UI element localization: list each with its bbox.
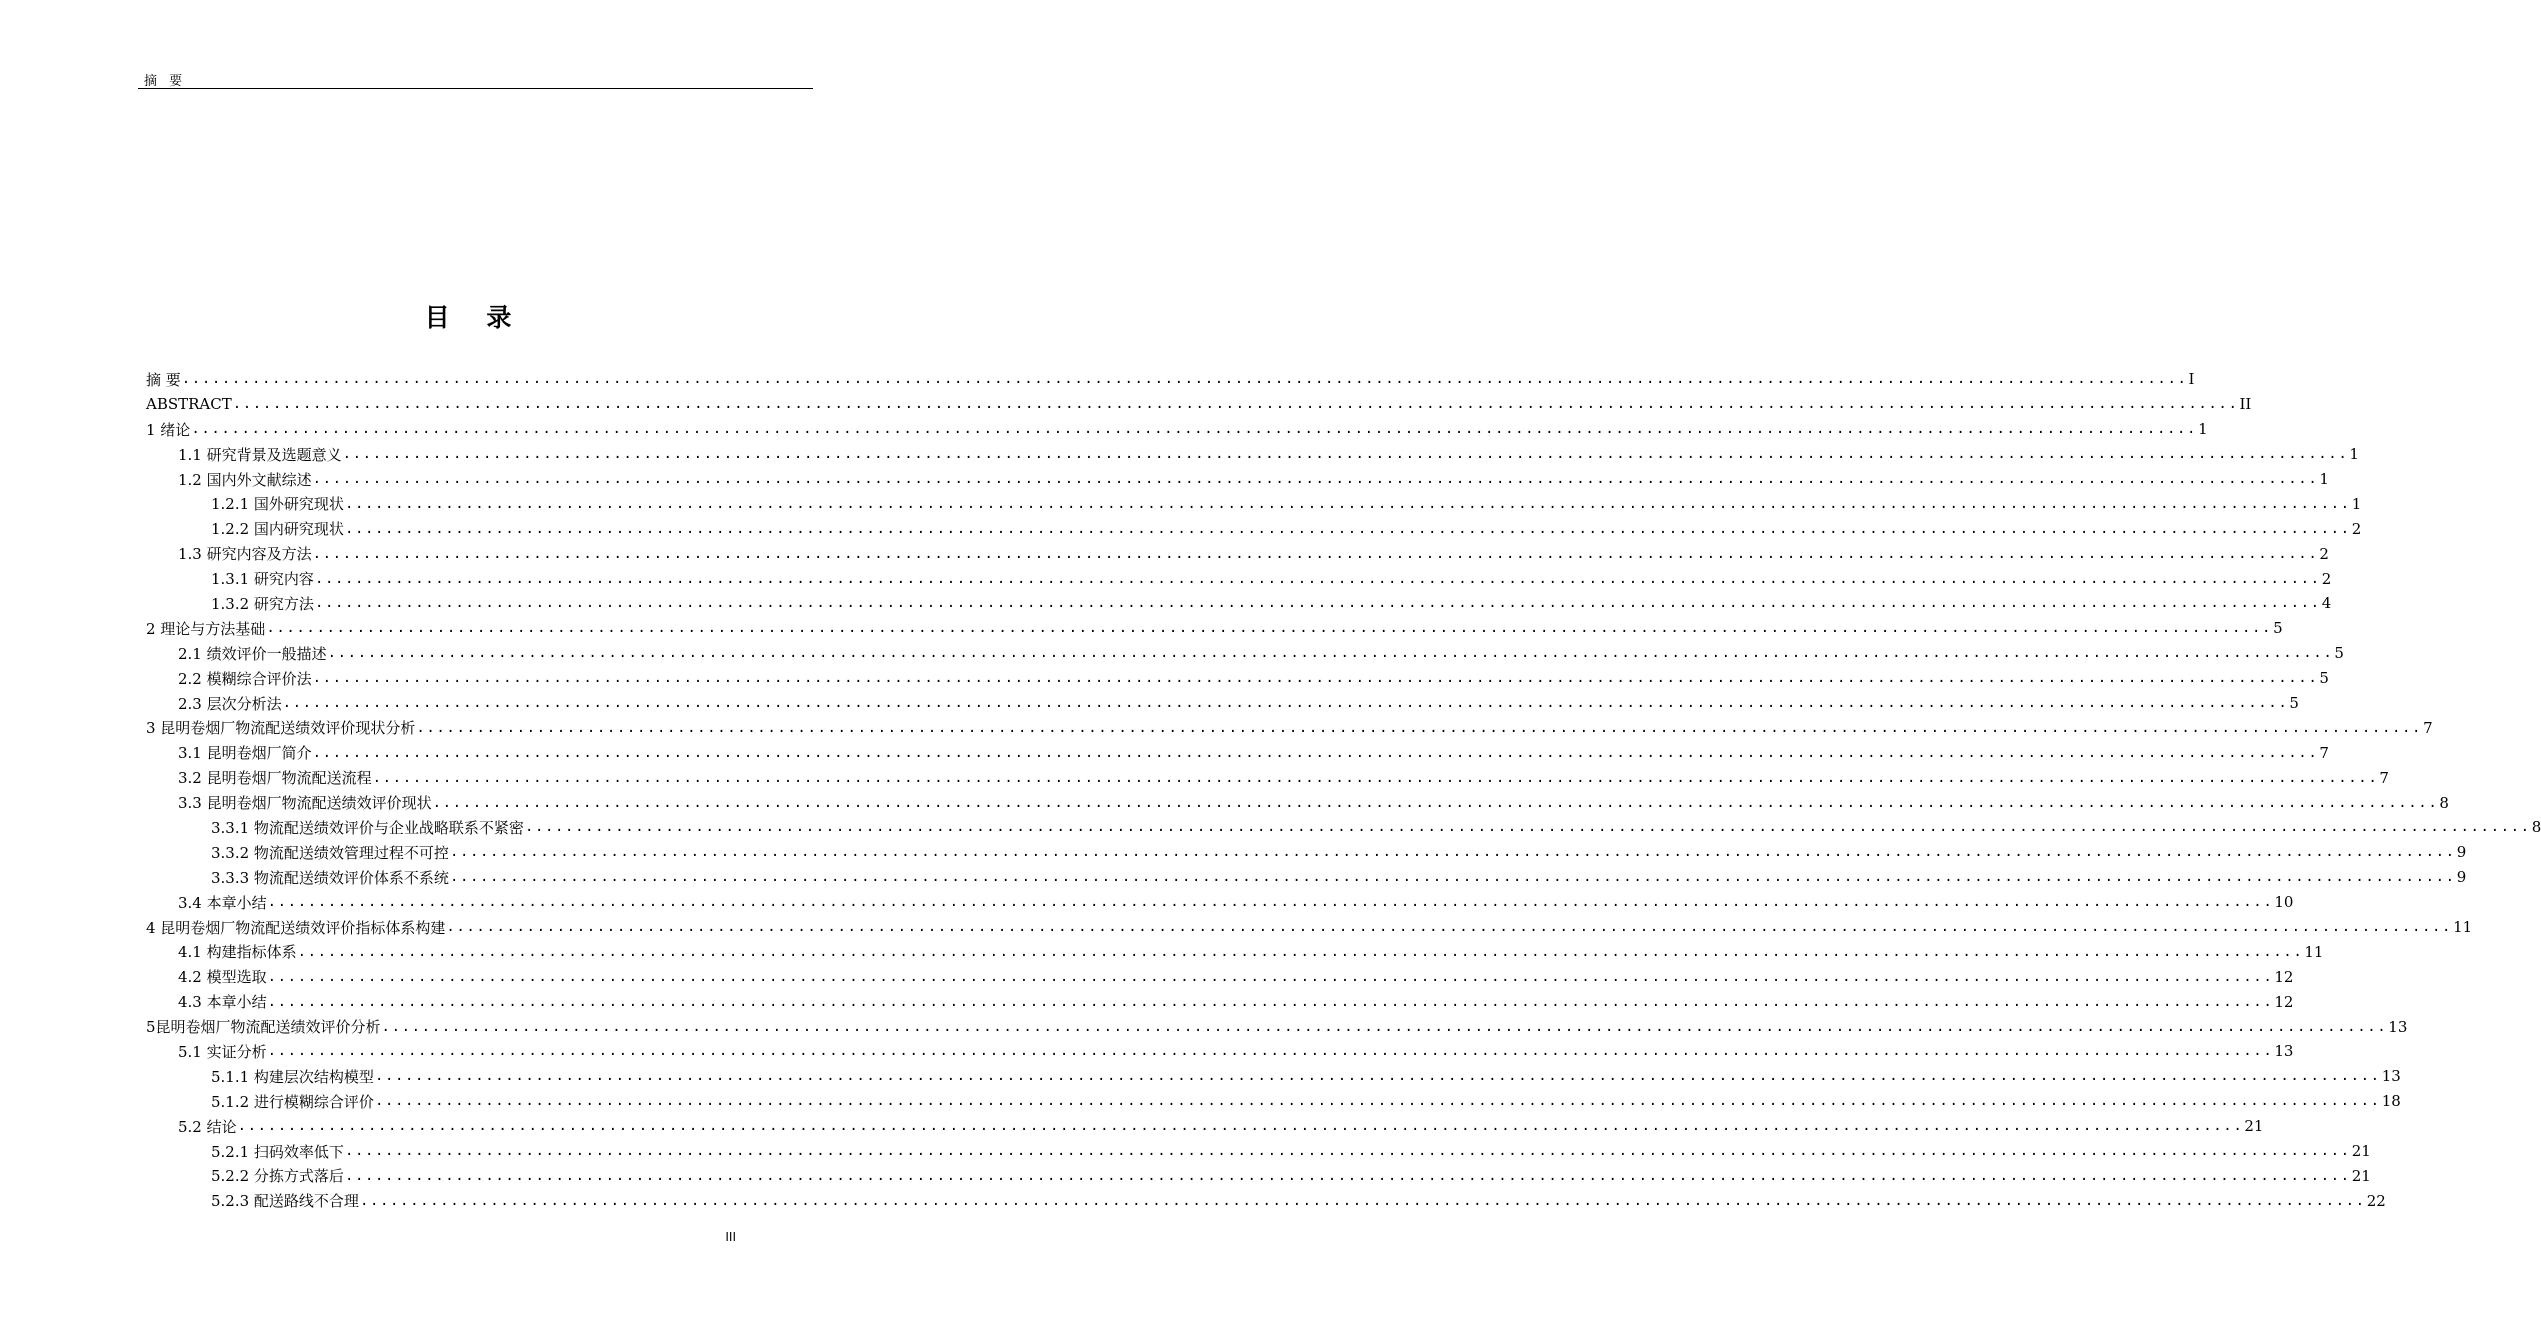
toc-entry-label: 5昆明卷烟厂物流配送绩效评价分析	[146, 1018, 381, 1037]
toc-entry-label: 3 昆明卷烟厂物流配送绩效评价现状分析	[146, 719, 416, 738]
toc-entry-page: 7	[2319, 743, 2329, 762]
toc-entry-page: 2	[2351, 519, 2362, 538]
toc-entry[interactable]	[146, 1188, 2386, 1213]
toc-leader-dots: ........................................................................................................................................................................................................	[312, 471, 2319, 487]
toc-entry[interactable]	[146, 392, 2252, 417]
toc-leader-dots: ........................................................................................................................................................................................................	[297, 943, 2304, 960]
toc-entry-page: 7	[2423, 718, 2433, 737]
toc-leader-dots: ........................................................................................................................................................................................................	[446, 919, 2453, 936]
toc-leader-dots: ........................................................................................................................................................................................................	[314, 595, 2321, 612]
toc-entry-page: 2	[2321, 569, 2332, 588]
toc-entry[interactable]	[146, 815, 2541, 840]
toc-leader-dots: ........................................................................................................................................................................................................	[267, 993, 2274, 1010]
toc-entry-page: 5	[2289, 694, 2299, 713]
toc-entry-label: 1.3.2 研究方法	[211, 594, 314, 613]
toc-entry-page: 13	[2274, 1042, 2294, 1061]
toc-entry-page: 9	[2456, 843, 2467, 862]
toc-entry-page: 9	[2456, 868, 2467, 887]
toc-entry[interactable]	[146, 566, 2332, 591]
toc-entry-page: 21	[2351, 1142, 2371, 1161]
toc-entry-page: 1	[2349, 445, 2359, 464]
header-text: 摘 要	[144, 74, 187, 89]
toc-entry-label: 2.2 模糊综合评价法	[178, 669, 312, 688]
toc-entry[interactable]	[146, 442, 2359, 467]
toc-entry-label: 1.2 国内外文献综述	[178, 470, 312, 489]
toc-entry-page: 5	[2319, 669, 2329, 688]
toc-entry[interactable]	[146, 1164, 2371, 1189]
toc-leader-dots: ........................................................................................................................................................................................................	[267, 968, 2274, 985]
toc-leader-dots: ........................................................................................................................................................................................................	[449, 844, 2456, 861]
toc-entry-label: 2.1 绩效评价一般描述	[178, 644, 327, 663]
toc-entry-page: 21	[2351, 1166, 2371, 1185]
toc-entry-label: 4.2 模型选取	[178, 968, 267, 987]
toc-leader-dots: ........................................................................................................................................................................................................	[372, 769, 2379, 786]
toc-leader-dots: ........................................................................................................................................................................................................	[266, 620, 2273, 637]
page-number: III	[725, 1230, 736, 1244]
running-header	[138, 66, 813, 89]
toc-entry[interactable]	[146, 790, 2449, 815]
toc-entry[interactable]	[146, 666, 2329, 691]
toc-entry-label: 5.2.3 配送路线不合理	[211, 1192, 359, 1211]
toc-entry-page: 1	[2351, 494, 2362, 513]
toc-entry-label: 5.1 实证分析	[178, 1042, 267, 1061]
toc-entry[interactable]	[146, 840, 2467, 865]
toc-entry[interactable]	[146, 765, 2389, 790]
toc-entry-label: 5.2 结论	[178, 1117, 237, 1136]
toc-entry[interactable]	[146, 591, 2332, 616]
toc-entry[interactable]	[146, 516, 2362, 541]
toc-entry-page: 13	[2381, 1067, 2401, 1086]
toc-leader-dots: ........................................................................................................................................................................................................	[312, 545, 2319, 562]
toc-entry[interactable]	[146, 1139, 2371, 1164]
toc-entry[interactable]	[146, 915, 2473, 940]
toc-entry-label: 4.1 构建指标体系	[178, 943, 297, 962]
toc-leader-dots: ........................................................................................................................................................................................................	[344, 1167, 2351, 1184]
toc-entry-page: 4	[2321, 594, 2332, 613]
toc-entry-label: 摘 要	[146, 370, 181, 389]
toc-leader-dots: ........................................................................................................................................................................................................	[327, 645, 2334, 662]
toc-leader-dots: ........................................................................................................................................................................................................	[267, 894, 2274, 911]
toc-entry-page: 13	[2388, 1017, 2408, 1036]
toc-leader-dots: ........................................................................................................................................................................................................	[191, 421, 2198, 438]
toc-entry-page: 1	[2198, 420, 2208, 439]
toc-entry[interactable]	[146, 367, 2195, 392]
toc-leader-dots: ........................................................................................................................................................................................................	[282, 695, 2289, 712]
toc-entry-label: 3.3 昆明卷烟厂物流配送绩效评价现状	[178, 794, 432, 813]
toc-entry-label: 2 理论与方法基础	[146, 619, 266, 638]
toc-entry[interactable]	[146, 989, 2294, 1014]
toc-entry[interactable]	[146, 865, 2467, 890]
toc-entry[interactable]	[146, 616, 2283, 641]
toc-leader-dots: ........................................................................................................................................................................................................	[232, 396, 2239, 413]
toc-entry-label: ABSTRACT	[146, 395, 232, 414]
toc-entry-label: 5.1.2 进行模糊综合评价	[211, 1092, 374, 1111]
toc-leader-dots: ........................................................................................................................................................................................................	[314, 570, 2321, 587]
page-title: 目 录	[424, 303, 526, 332]
toc-entry[interactable]	[146, 641, 2344, 666]
toc-entry-page: 2	[2319, 544, 2329, 563]
toc-entry-page: 1	[2319, 470, 2329, 488]
toc-entry-page: 8	[2531, 818, 2541, 837]
toc-entry-page: 8	[2439, 793, 2449, 812]
toc-entry-label: 3.3.2 物流配送绩效管理过程不可控	[211, 843, 449, 862]
toc-leader-dots: ........................................................................................................................................................................................................	[374, 1093, 2381, 1110]
toc-entry[interactable]	[146, 417, 2208, 442]
toc-entry-page: 12	[2274, 992, 2294, 1011]
toc-leader-dots: ........................................................................................................................................................................................................	[359, 1192, 2366, 1209]
toc-entry[interactable]	[146, 1039, 2294, 1064]
toc-entry[interactable]	[146, 1114, 2264, 1139]
toc-leader-dots: ........................................................................................................................................................................................................	[344, 1143, 2351, 1160]
toc-entry[interactable]	[146, 1014, 2408, 1039]
toc-entry-label: 1 绪论	[146, 420, 191, 439]
toc-entry-label: 3.2 昆明卷烟厂物流配送流程	[178, 769, 372, 788]
toc-entry-label: 1.2.2 国内研究现状	[211, 520, 344, 539]
toc-leader-dots: ........................................................................................................................................................................................................	[342, 446, 2349, 463]
toc-entry-page: 5	[2334, 644, 2344, 663]
toc-entry-label: 5.2.2 分拣方式落后	[211, 1167, 344, 1186]
toc-entry-label: 4.3 本章小结	[178, 993, 267, 1012]
toc-entry-page: II	[2239, 395, 2252, 414]
toc-entry[interactable]	[146, 715, 2433, 740]
toc-entry-label: 3.3.3 物流配送绩效评价体系不系统	[211, 868, 449, 887]
toc-leader-dots: ........................................................................................................................................................................................................	[374, 1068, 2381, 1085]
toc-entry-page: 22	[2366, 1191, 2386, 1210]
toc-entry-page: 5	[2273, 619, 2283, 638]
toc-entry[interactable]	[146, 491, 2362, 516]
toc-entry-page: 11	[2304, 942, 2324, 961]
toc-entry-page: 11	[2453, 918, 2473, 937]
toc-leader-dots: ........................................................................................................................................................................................................	[267, 1043, 2274, 1060]
toc-entry-label: 5.2.1 扫码效率低下	[211, 1142, 344, 1161]
toc-entry-label: 1.3 研究内容及方法	[178, 545, 312, 564]
toc-entry-page: 7	[2379, 768, 2389, 787]
toc-entry-label: 3.3.1 物流配送绩效评价与企业战略联系不紧密	[211, 818, 524, 837]
toc-entry-label: 1.2.1 国外研究现状	[211, 495, 344, 514]
toc-entry-label: 1.1 研究背景及选题意义	[178, 445, 342, 464]
toc-leader-dots: ........................................................................................................................................................................................................	[181, 371, 2188, 388]
toc-leader-dots: ........................................................................................................................................................................................................	[416, 719, 2423, 736]
toc-entry-label: 3.4 本章小结	[178, 893, 267, 912]
toc-entry[interactable]	[146, 1089, 2401, 1114]
toc-entry-page: 18	[2381, 1092, 2401, 1111]
toc-leader-dots: ........................................................................................................................................................................................................	[237, 1118, 2244, 1135]
toc-entry[interactable]	[146, 740, 2329, 765]
toc-leader-dots: ........................................................................................................................................................................................................	[381, 1018, 2388, 1035]
toc-leader-dots: ........................................................................................................................................................................................................	[312, 744, 2319, 761]
toc-entry-page: 12	[2274, 967, 2294, 986]
toc-leader-dots: ........................................................................................................................................................................................................	[524, 819, 2531, 836]
table-of-contents	[146, 367, 2541, 1213]
toc-entry-label: 2.3 层次分析法	[178, 694, 282, 713]
toc-entry[interactable]	[146, 541, 2329, 566]
toc-leader-dots: ........................................................................................................................................................................................................	[344, 520, 2351, 537]
toc-entry-label: 1.3.1 研究内容	[211, 570, 314, 589]
toc-entry-label: 4 昆明卷烟厂物流配送绩效评价指标体系构建	[146, 918, 446, 937]
toc-entry-page: 10	[2274, 893, 2294, 912]
toc-leader-dots: ........................................................................................................................................................................................................	[344, 495, 2351, 512]
toc-entry[interactable]	[146, 939, 2324, 964]
toc-entry[interactable]	[146, 467, 2329, 492]
toc-entry-page: 21	[2244, 1117, 2264, 1136]
toc-entry-page: I	[2188, 370, 2195, 389]
toc-leader-dots: ........................................................................................................................................................................................................	[312, 670, 2319, 687]
toc-entry[interactable]	[146, 1064, 2401, 1089]
toc-entry-label: 5.1.1 构建层次结构模型	[211, 1067, 374, 1086]
toc-entry[interactable]	[146, 964, 2294, 989]
toc-leader-dots: ........................................................................................................................................................................................................	[432, 794, 2439, 811]
toc-entry[interactable]	[146, 890, 2294, 915]
toc-leader-dots: ........................................................................................................................................................................................................	[449, 869, 2456, 886]
toc-entry[interactable]	[146, 691, 2299, 716]
toc-entry-label: 3.1 昆明卷烟厂简介	[178, 744, 312, 763]
